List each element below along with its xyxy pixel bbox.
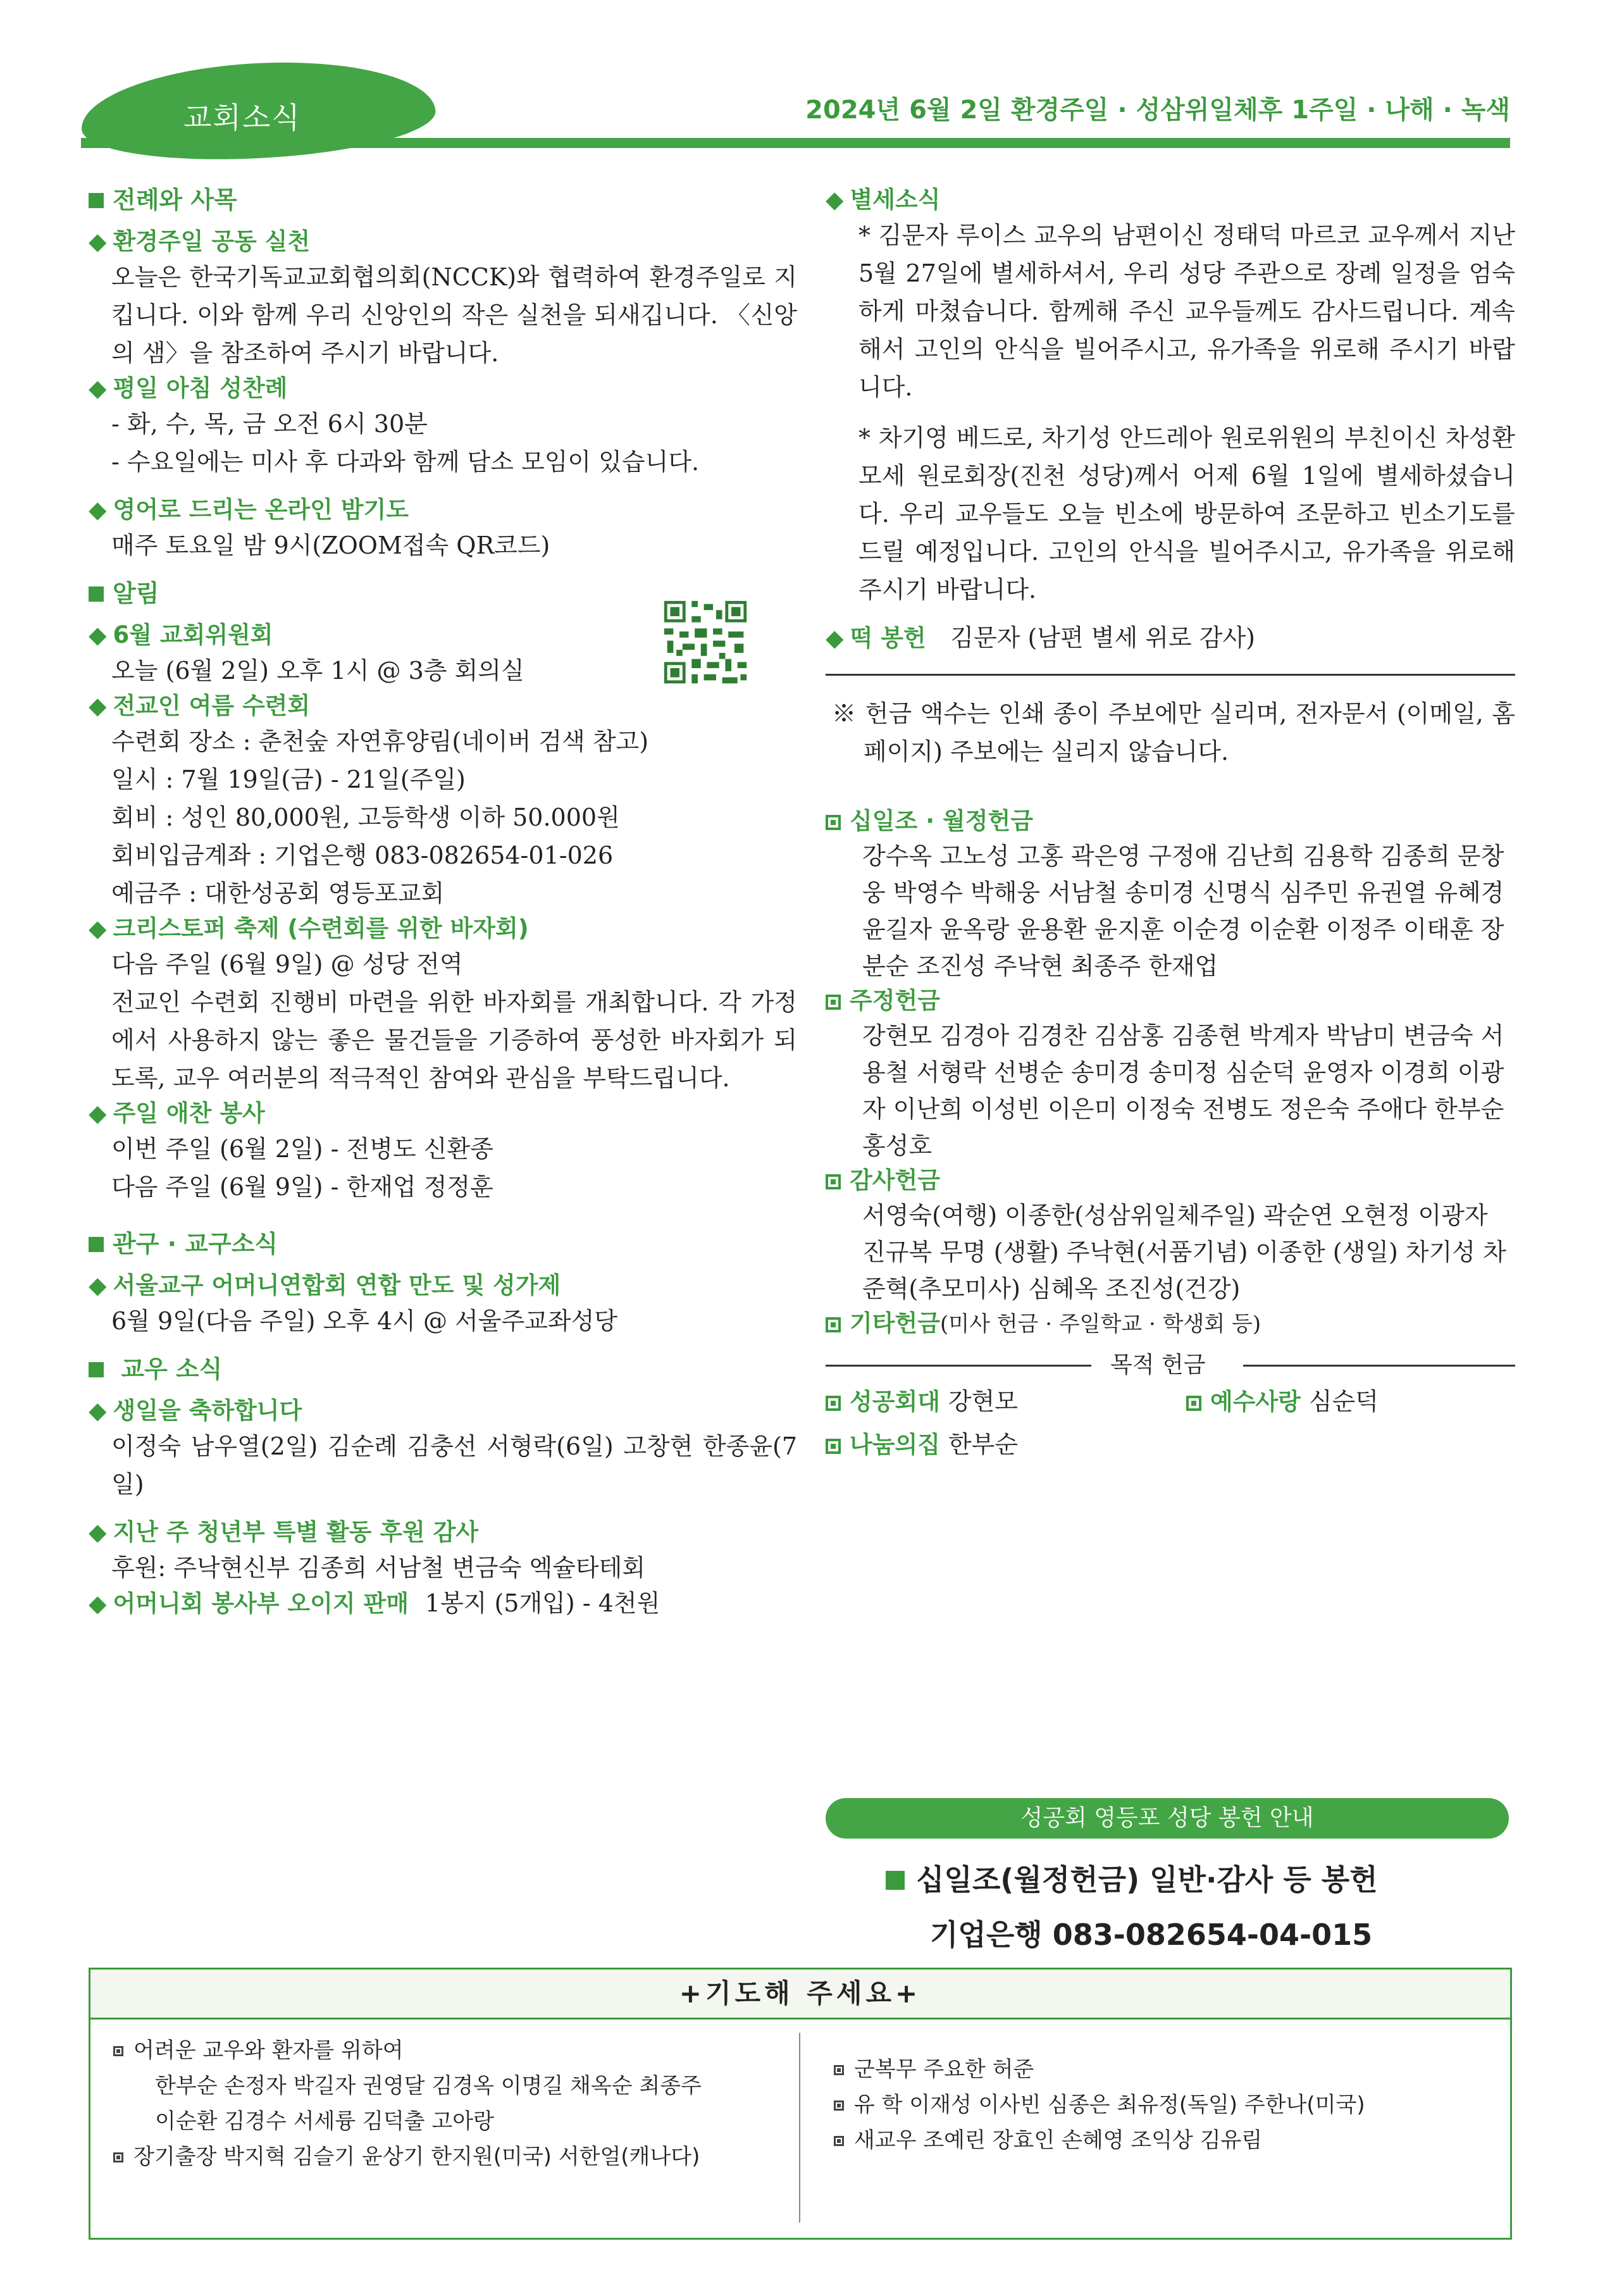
item-title: ◆ 평일 아침 성찬례 bbox=[89, 375, 288, 402]
left-column bbox=[89, 183, 797, 1620]
retreat-line: 일시 : 7월 19일(금) - 21일(주일) bbox=[111, 766, 466, 793]
item-title: ◆ 어머니회 봉사부 오이지 판매 1봉지 (5개입) - 4천원 bbox=[89, 1589, 660, 1617]
section-title: 교우 소식 bbox=[89, 1353, 797, 1386]
cucumber-text: 1봉지 (5개입) - 4천원 bbox=[424, 1589, 660, 1617]
item-title: ◆ 전교인 여름 수련회 bbox=[89, 692, 311, 719]
prayer-title: +기도해 주세요+ bbox=[90, 1970, 1510, 2020]
prayer-line: 유 학 이재성 이사빈 심종은 최유정(독일) 주한나(미국) bbox=[834, 2087, 1365, 2123]
prayer-line: 장기출장 박지혁 김슬기 윤상기 한지원(미국) 서한얼(캐나다) bbox=[113, 2139, 702, 2175]
item-title: ◆ 6월 교회위원회 bbox=[89, 621, 273, 648]
prayer-divider bbox=[799, 2033, 800, 2223]
section-title: 전례와 사목 bbox=[89, 183, 797, 216]
square-bullet-icon bbox=[89, 1237, 104, 1252]
diamond-bullet-icon: ◆ bbox=[89, 496, 107, 523]
square-bullet-icon bbox=[89, 586, 104, 602]
diamond-bullet-icon: ◆ bbox=[89, 1100, 107, 1127]
retreat-line: 회비입금계좌 : 기업은행 083-082654-01-026 bbox=[111, 841, 614, 869]
section-title: 관구 · 교구소식 bbox=[89, 1227, 797, 1260]
prayer-line: 이순환 김경수 서세륭 김덕출 고아랑 bbox=[155, 2109, 494, 2134]
diamond-bullet-icon: ◆ bbox=[89, 692, 107, 719]
offering-title: 감사헌금 bbox=[826, 1164, 1515, 1197]
item-title: ◆ 영어로 드리는 온라인 밤기도 bbox=[89, 496, 409, 523]
diamond-bullet-icon: ◆ bbox=[826, 186, 844, 213]
square-bullet-icon bbox=[113, 2046, 123, 2056]
fest-line: 다음 주일 (6월 9일) @ 성당 전역 bbox=[111, 950, 463, 978]
purpose-item: 나눔의집 한부순 bbox=[826, 1428, 1515, 1461]
square-bullet-icon bbox=[1186, 1396, 1201, 1411]
offering-title: 십일조 · 월정헌금 bbox=[826, 805, 1515, 838]
diamond-bullet-icon: ◆ bbox=[826, 624, 844, 652]
offering-note: ※ 헌금 액수는 인쇄 종이 주보에만 실리며, 전자문서 (이메일, 홈페이지) 주보에는 실리지 않습니다. bbox=[832, 700, 1515, 766]
item-title: ◆ 생일을 축하합니다 bbox=[89, 1397, 302, 1424]
square-bullet-icon bbox=[834, 2136, 844, 2146]
square-bullet-icon bbox=[826, 1439, 841, 1454]
square-bullet-icon bbox=[826, 1317, 841, 1332]
item-title: ◆ 떡 봉헌 김문자 (남편 별세 위로 감사) bbox=[826, 624, 1255, 652]
fest-text: 전교인 수련회 진행비 마련을 위한 바자회를 개최합니다. 각 가정에서 사용하지 않는 좋은 물건들을 기증하여 풍성한 바자회가 되도록, 교우 여러분의 적극적인 참여와 관심을 부탁드립니다. bbox=[111, 988, 797, 1092]
diamond-bullet-icon: ◆ bbox=[89, 1272, 107, 1299]
tithe-names: 강수옥 고노성 고홍 곽은영 구정애 김난희 김용학 김종희 문창웅 박영수 박해웅 서남철 송미경 신명식 심주민 유권열 유혜경 윤길자 윤옥랑 윤용환 윤지훈 이순경 이순환 이정주 이태훈 장분순 조진성 주낙현 최종주 한재업 bbox=[862, 842, 1504, 980]
purpose-item: 예수사랑 심순덕 bbox=[1186, 1385, 1379, 1418]
seoul-text: 6월 9일(다음 주일) 오후 4시 @ 서울주교좌성당 bbox=[111, 1307, 617, 1335]
bank-line-2: 기업은행 083-082654-04-015 bbox=[930, 1918, 1373, 1952]
header-date-line: 2024년 6월 2일 환경주일 · 성삼위일체후 1주일 · 나해 · 녹색 bbox=[805, 96, 1510, 125]
council-text: 오늘 (6월 2일) 오후 1시 @ 3층 회의실 bbox=[111, 657, 524, 685]
square-bullet-icon bbox=[113, 2152, 123, 2163]
offering-banner: 성공회 영등포 성당 봉헌 안내 bbox=[826, 1798, 1509, 1839]
other-note: (미사 헌금 · 주일학교 · 학생회 등) bbox=[939, 1312, 1261, 1337]
header-rule bbox=[81, 138, 1510, 148]
purpose-label: 목적 헌금 bbox=[1110, 1352, 1206, 1378]
square-bullet-icon bbox=[826, 995, 841, 1010]
square-bullet-icon bbox=[89, 1362, 104, 1377]
weekly-names: 강현모 김경아 김경찬 김삼홍 김종현 박계자 박남미 변금숙 서용철 서형락 선병순 송미경 송미정 심순덕 윤영자 이경희 이광자 이난희 이성빈 이은미 이정숙 전병도 정은숙 주애다 한부순 홍성호 bbox=[862, 1022, 1504, 1160]
prayer-box bbox=[89, 1968, 1512, 2240]
diamond-bullet-icon: ◆ bbox=[89, 1518, 107, 1546]
serve-line: 다음 주일 (6월 9일) - 한재업 정정훈 bbox=[111, 1173, 493, 1201]
online-text: 매주 토요일 밤 9시(ZOOM접속 QR코드) bbox=[111, 531, 550, 559]
purpose-divider bbox=[826, 1347, 1515, 1385]
thanks-names: 서영숙(여행) 이종한(성삼위일체주일) 곽순연 오현정 이광자 진규복 무명 (생활) 주낙현(서품기념) 이종한 (생일) 차기성 차준혁(추모미사) 심혜옥 조진성(건강) bbox=[862, 1201, 1506, 1303]
item-title: ◆ 지난 주 청년부 특별 활동 후원 감사 bbox=[89, 1518, 479, 1546]
youth-text: 후원: 주낙현신부 김종희 서남철 변금숙 엑슐타테회 bbox=[111, 1554, 646, 1582]
diamond-bullet-icon: ◆ bbox=[89, 375, 107, 402]
offering-title: 기타헌금(미사 헌금 · 주일학교 · 학생회 등) bbox=[826, 1307, 1515, 1341]
right-column bbox=[826, 183, 1515, 1461]
diamond-bullet-icon: ◆ bbox=[89, 1590, 107, 1617]
env-text: 오늘은 한국기독교교회협의회(NCCK)와 협력하여 환경주일로 지킵니다. 이와 함께 우리 신앙인의 작은 실천을 되새깁니다. 〈신앙의 샘〉을 참조하여 주시기 바랍니다. bbox=[111, 263, 797, 367]
diamond-bullet-icon: ◆ bbox=[89, 1397, 107, 1424]
prayer-line: 군복무 주요한 허준 bbox=[834, 2052, 1365, 2087]
funeral-text: * 차기영 베드로, 차기성 안드레아 원로위원의 부친이신 차성환 모세 원로회장(진천 성당)께서 어제 6월 1일에 별세하셨습니다. 우리 교우들도 오늘 빈소에 방문하여 조문하고 빈소기도를 드릴 예정입니다. 고인의 안식을 빌어주시고, 유가족을 위로해 주시기 바랍니다. bbox=[858, 424, 1515, 604]
qr-code-icon[interactable] bbox=[661, 598, 750, 686]
rice-text: 김문자 (남편 별세 위로 감사) bbox=[950, 624, 1255, 652]
morning-line: - 화, 수, 목, 금 오전 6시 30분 bbox=[111, 410, 428, 438]
retreat-line: 예금주 : 대한성공회 영등포교회 bbox=[111, 879, 445, 907]
purpose-item: 성공회대 강현모 bbox=[826, 1385, 1018, 1418]
section-title: 알림 bbox=[89, 577, 797, 610]
diamond-bullet-icon: ◆ bbox=[89, 228, 107, 255]
square-bullet-icon bbox=[89, 193, 104, 208]
prayer-right bbox=[834, 2052, 1365, 2158]
item-title: ◆ 크리스토퍼 축제 (수련회를 위한 바자회) bbox=[89, 915, 529, 942]
prayer-left bbox=[113, 2033, 702, 2175]
prayer-line: 새교우 조예린 장효인 손혜영 조익상 김유림 bbox=[834, 2123, 1365, 2158]
bank-line-1: 십일조(월정헌금) 일반·감사 등 봉헌 bbox=[886, 1857, 1378, 1899]
morning-line: - 수요일에는 미사 후 다과와 함께 담소 모임이 있습니다. bbox=[111, 448, 700, 476]
serve-line: 이번 주일 (6월 2일) - 전병도 신환종 bbox=[111, 1135, 493, 1163]
square-bullet-icon bbox=[834, 2065, 844, 2075]
item-title: ◆ 환경주일 공동 실천 bbox=[89, 228, 311, 255]
bday-text: 이정숙 남우열(2일) 김순례 김충선 서형락(6일) 고창현 한종윤(7일) bbox=[111, 1432, 797, 1498]
item-title: ◆ 별세소식 bbox=[826, 186, 941, 213]
divider bbox=[826, 674, 1515, 676]
item-title: ◆ 주일 애찬 봉사 bbox=[89, 1100, 265, 1127]
prayer-line: 어려운 교우와 환자를 위하여 bbox=[113, 2033, 702, 2068]
square-bullet-icon bbox=[826, 1396, 841, 1411]
funeral-text: * 김문자 루이스 교우의 남편이신 정태덕 마르코 교우께서 지난 5월 27일에 별세하셔서, 우리 성당 주관으로 장례 일정을 엄숙하게 마쳤습니다. 함께해 주신 교우들께도 감사드립니다. 계속해서 고인의 안식을 빌어주시고, 유가족을 위로해 주시기 바랍니다. bbox=[858, 221, 1515, 401]
retreat-line: 회비 : 성인 80,000원, 고등학생 이하 50.000원 bbox=[111, 804, 620, 831]
diamond-bullet-icon: ◆ bbox=[89, 915, 107, 942]
prayer-line: 한부순 손정자 박길자 권영달 김경옥 이명길 채옥순 최종주 bbox=[155, 2073, 702, 2099]
header-tab-title: 교회소식 bbox=[183, 101, 301, 135]
square-bullet-icon bbox=[834, 2101, 844, 2111]
square-bullet-icon bbox=[826, 815, 841, 830]
square-bullet-icon bbox=[826, 1174, 841, 1189]
retreat-line: 수련회 장소 : 춘천숲 자연휴양림(네이버 검색 참고) bbox=[111, 728, 649, 755]
item-title: ◆ 서울교구 어머니연합회 연합 만도 및 성가제 bbox=[89, 1272, 561, 1299]
offering-title: 주정헌금 bbox=[826, 984, 1515, 1017]
square-bullet-icon bbox=[886, 1871, 905, 1890]
diamond-bullet-icon: ◆ bbox=[89, 621, 107, 648]
